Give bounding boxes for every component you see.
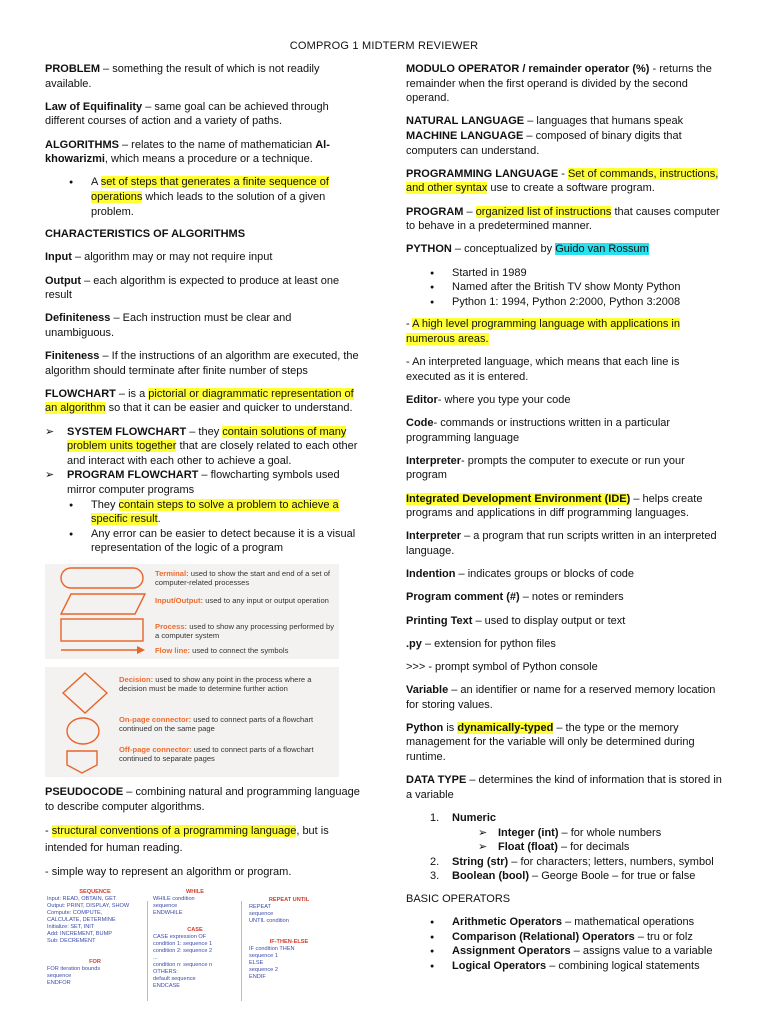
high-level-note: - A high level programming language with applications in numerous areas. <box>406 318 680 345</box>
pseudocode-constructs-figure <box>45 889 363 1019</box>
column-divider <box>147 901 148 1001</box>
int-type: ➢ Integer (int) – for whole numbers <box>452 826 726 841</box>
datatype-list <box>406 811 726 884</box>
interpreted-note: - An interpreted language, which means that each line is executed as it is entered. <box>406 356 680 383</box>
interpreter-definition: Interpreter- prompts the computer to execute or run your program <box>406 454 685 482</box>
pseudocode-simple: - simple way to represent an algorithm or program. <box>45 866 292 879</box>
float-type: ➢ Float (float) – for decimals <box>452 840 726 855</box>
problem-definition: PROBLEM – something the result of which is not readily available. <box>45 63 320 90</box>
basic-operators-heading: BASIC OPERATORS <box>406 893 511 905</box>
datatype-numeric: 1. Numeric ➢ Integer (int) – for whole numbers ➢ Float (float) – for decimals <box>406 811 726 855</box>
operator-item: ● Logical Operators – combining logical statements <box>406 959 726 974</box>
onpage-connector-symbol <box>67 718 99 744</box>
code-definition: Code- commands or instructions written in a particular programming language <box>406 417 671 444</box>
pseudocode-structure: - structural conventions of a programming language, but is intended for human reading. <box>45 824 329 854</box>
flowchart-symbols-figure-2 <box>45 667 339 777</box>
datatype-string: 2. String (str) – for characters; letters, numbers, symbol <box>430 855 714 868</box>
process-caption: Process: used to show any processing performed by a computer system <box>155 621 334 641</box>
datatype-boolean: 3. Boolean (bool) – George Boole – for true or false <box>430 870 696 883</box>
flowchart-types <box>45 425 363 556</box>
python-bullets <box>406 266 726 310</box>
decision-symbol <box>63 673 107 713</box>
characteristics-heading: CHARACTERISTICS OF ALGORITHMS <box>45 228 246 241</box>
definiteness-definition: Definiteness – Each instruction must be clear and unambiguous. <box>45 312 292 339</box>
python-bullet: ● Python 1: 1994, Python 2:2000, Python 3:2008 <box>406 295 726 310</box>
left-column <box>45 62 363 1019</box>
operator-item: ● Comparison (Relational) Operators – tru or folz <box>406 930 726 945</box>
right-column <box>406 62 726 982</box>
page-title: COMPROG 1 MIDTERM REVIEWER <box>289 40 479 52</box>
numeric-subtypes <box>452 826 726 855</box>
comment-definition: Program comment (#) – notes or reminders <box>406 591 624 604</box>
terminal-symbol <box>61 568 143 588</box>
column-divider <box>241 901 242 1001</box>
pf-bullet: ● Any error can be easier to detect because it is a visual representation of the logic of a program <box>67 527 363 556</box>
offpage-caption: Off-page connector: used to connect parts of a flowchart continued to separate pages <box>119 744 314 764</box>
python-bullet: ● Named after the British TV show Monty Python <box>406 280 726 295</box>
output-definition: Output – each algorithm is expected to produce at least one result <box>45 274 340 302</box>
machine-language-definition: MACHINE LANGUAGE – composed of binary digits that computers can understand. <box>406 129 682 157</box>
finiteness-definition: Finiteness – If the instructions of an algorithm are executed, the algorithm should terminate after finite number of steps <box>45 350 359 377</box>
dynamic-typing-definition: Python is dynamically-typed – the type or the memory management for the variable will only be determined during runtime. <box>406 721 695 764</box>
while-case-column: WHILE WHILE condition sequence ENDWHILE CASE CASE expression OF condition 1: sequence 1 condition 2: sequence 2 ... condition n: sequence n OTHERS: default sequence ENDCASE <box>153 888 213 989</box>
sequence-column: SEQUENCE Input: READ, OBTAIN, GET Output: PRINT, DISPLAY, SHOW Compute: COMPUTE, CALCULATE, DETERMINE Initialize: SET, INIT Add: INCREMENT, BUMP Sub: DECREMENT FOR FOR iteration bounds sequence ENDFOR <box>47 888 130 986</box>
editor-definition: Editor- where you type your code <box>406 393 571 406</box>
algorithm-bullets <box>45 175 363 219</box>
python-bullet: ● Started in 1989 <box>406 266 726 281</box>
offpage-connector-symbol <box>67 751 97 773</box>
algorithm-bullet: ● A set of steps that generates a finite sequence of operations which leads to the solution of a given problem. <box>45 175 363 219</box>
program-flowchart-bullets <box>67 498 363 556</box>
ide-definition: Integrated Development Environment (IDE) – helps create programs and applications in diff programming languages. <box>406 492 703 520</box>
pf-bullet: ● They contain steps to solve a problem to achieve a specific result. <box>67 498 363 527</box>
operator-item: ● Assignment Operators – assigns value to a variable <box>406 944 726 959</box>
decision-caption: Decision: used to show any point in the process where a decision must be made to determine further action <box>119 674 312 694</box>
onpage-caption: On-page connector: used to connect parts of a flowchart continued on the same page <box>119 714 314 734</box>
prompt-definition: >>> - prompt symbol of Python console <box>406 660 598 673</box>
flowchart-definition: FLOWCHART – is a pictorial or diagrammatic representation of an algorithm so that it can be easier and quicker to understand. <box>45 387 354 415</box>
interpreter-program-definition: Interpreter – a program that run scripts written in an interpreted language. <box>406 530 717 557</box>
flowline-caption: Flow line: used to connect the symbols <box>155 645 289 655</box>
operators-list <box>406 915 726 973</box>
py-extension-definition: .py – extension for python files <box>406 637 556 650</box>
indention-definition: Indention – indicates groups or blocks of code <box>406 568 635 581</box>
algorithms-definition: ALGORITHMS – relates to the name of mathematician Al-khowarizmi, which means a procedure or a technique. <box>45 138 330 166</box>
operator-item: ● Arithmetic Operators – mathematical operations <box>406 915 726 930</box>
system-flowchart-item: ➢ SYSTEM FLOWCHART – they contain solutions of many problem units together that are closely related to each other and interact with each other to achieve a goal. <box>45 425 363 469</box>
variable-definition: Variable – an identifier or name for a reserved memory location for storing values. <box>406 684 716 711</box>
process-symbol <box>61 619 143 641</box>
repeat-if-column: REPEAT UNTIL REPEAT sequence UNTIL condition IF-THEN-ELSE IF condition THEN sequence 1 ELSE sequence 2 ENDIF <box>249 896 310 980</box>
arrowhead-icon <box>137 646 145 654</box>
terminal-caption: Terminal: used to show the start and end of a set of computer-related processes <box>155 568 331 588</box>
modulo-definition: MODULO OPERATOR / remainder operator (%) - returns the remainder when the first operand is divided by the second operand. <box>406 63 712 105</box>
flowchart-symbols-figure-1 <box>45 564 339 659</box>
printing-definition: Printing Text – used to display output or text <box>406 614 626 627</box>
equifinality-definition: Law of Equifinality – same goal can be achieved through different courses of action and a variety of paths. <box>45 100 329 128</box>
datatype-definition: DATA TYPE – determines the kind of information that is stored in a variable <box>406 774 722 801</box>
io-symbol <box>61 594 145 614</box>
io-caption: Input/Output: used to any input or output operation <box>155 595 329 605</box>
python-definition: PYTHON – conceptualized by Guido van Rossum <box>406 243 649 256</box>
natural-language-definition: NATURAL LANGUAGE – languages that humans speak <box>406 115 684 128</box>
programming-language-definition: PROGRAMMING LANGUAGE - Set of commands, instructions, and other syntax use to create a software program. <box>406 167 719 195</box>
pseudocode-definition: PSEUDOCODE – combining natural and programming language to describe computer algorithms. <box>45 785 360 813</box>
program-definition: PROGRAM – organized list of instructions that causes computer to behave in a predetermined manner. <box>406 205 720 233</box>
program-flowchart-item: ➢ PROGRAM FLOWCHART – flowcharting symbols used mirror computer programs ● They contain steps to solve a problem to achieve a specific result. ● Any error can be easier to detect because it is a visual representation of the logic of a program <box>45 468 363 556</box>
input-definition: Input – algorithm may or may not require input <box>45 251 273 264</box>
